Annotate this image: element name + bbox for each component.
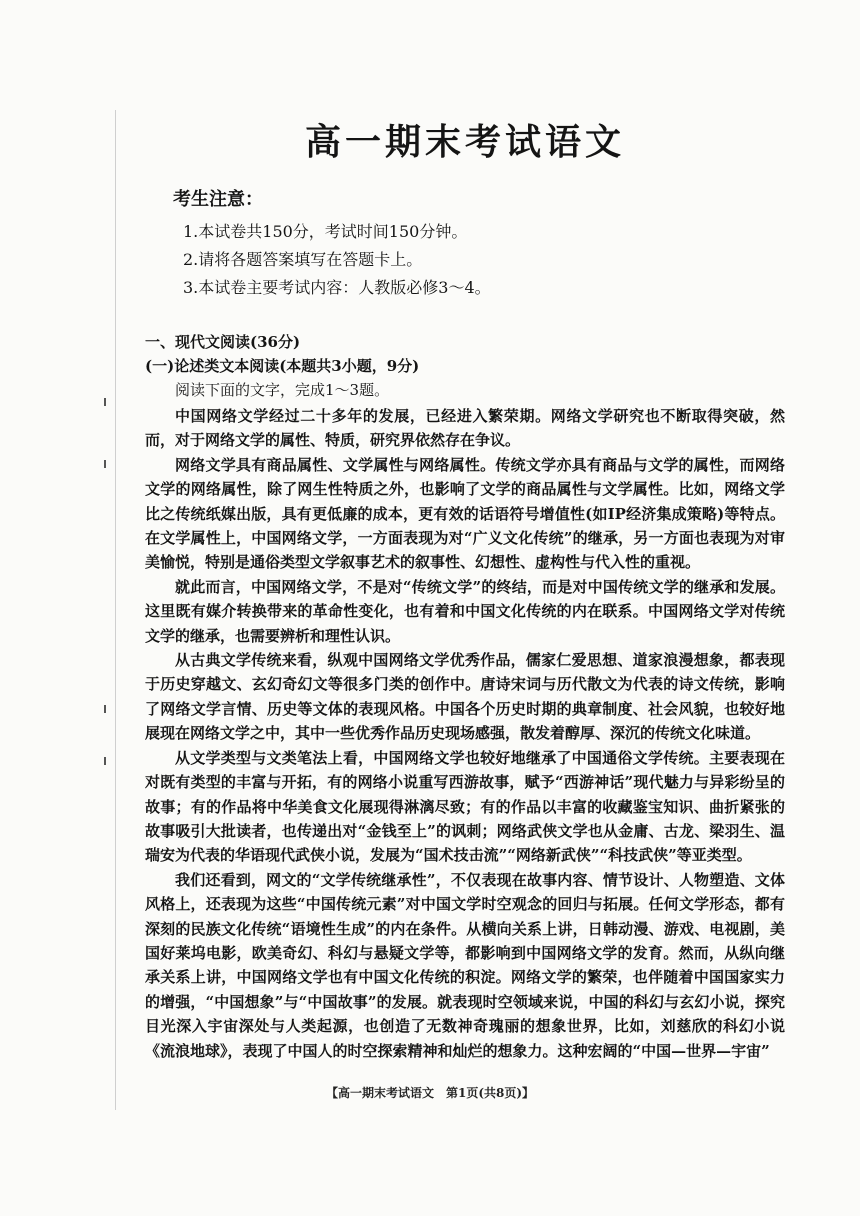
binding-margin-line [115, 110, 116, 1110]
exam-title: 高一期末考试语文 [304, 121, 625, 163]
passage-paragraph: 网络文学具有商品属性、文学属性与网络属性。传统文学亦具有商品与文学的属性，而网络文学的网络属性，除了网生性特质之外，也影响了文学的商品属性与文学属性。比如，网络文学比之传统纸媒出版，具有更低廉的成本，更有效的话语符号增值性(如IP经济集成策略)等特点。在文学属性上，中国网络文学，一方面表现为对“广义文化传统”的继承，另一方面也表现为对审美愉悦，特别是通俗类型文学叙事艺术的叙事性、幻想性、虚构性与代入性的重视。 [145, 455, 785, 572]
binding-hole-mark [104, 398, 106, 406]
passage-paragraph: 中国网络文学经过二十多年的发展，已经进入繁荣期。网络文学研究也不断取得突破，然而，对于网络文学的属性、特质，研究界依然存在争议。 [145, 407, 785, 450]
section-heading: 一、现代文阅读(36分) [145, 333, 301, 351]
passage-paragraph: 从文学类型与文类笔法上看，中国网络文学也较好地继承了中国通俗文学传统。主要表现在对既有类型的丰富与开拓，有的网络小说重写西游故事，赋予“西游神话”现代魅力与异彩纷呈的故事；有的作品将中华美食文化展现得淋漓尽致；有的作品以丰富的收藏鉴宝知识、曲折紧张的故事吸引大批读者，也传递出对“金钱至上”的讽刺；网络武侠文学也从金庸、古龙、梁羽生、温瑞安为代表的华语现代武侠小说，发展为“国术技击流”“网络新武侠”“科技武侠”等亚类型。 [145, 748, 785, 865]
subsection-heading: (一)论述类文本阅读(本题共3小题，9分) [145, 357, 420, 375]
page-footer: 【高一期末考试语文 第1页(共8页)】 [325, 1086, 535, 1100]
notice-heading: 考生注意： [173, 189, 263, 210]
passage-paragraph: 从古典文学传统来看，纵观中国网络文学优秀作品，儒家仁爱思想、道家浪漫想象，都表现于历史穿越文、玄幻奇幻文等很多门类的创作中。唐诗宋词与历代散文为代表的诗文传统，影响了网络文学言情、历史等文体的表现风格。中国各个历史时期的典章制度、社会风貌，也较好地展现在网络文学之中，其中一些优秀作品历史现场感强，散发着醇厚、深沉的传统文化味道。 [145, 651, 785, 743]
reading-instruction: 阅读下面的文字，完成1～3题。 [175, 381, 390, 399]
notice-item: 1.本试卷共150分，考试时间150分钟。 [183, 222, 468, 241]
notice-item: 2.请将各题答案填写在答题卡上。 [183, 250, 423, 269]
notice-item: 3.本试卷主要考试内容：人教版必修3～4。 [183, 278, 491, 297]
candidate-notice [173, 186, 785, 302]
binding-hole-mark [104, 705, 106, 713]
passage-paragraph: 就此而言，中国网络文学，不是对“传统文学”的终结，而是对中国传统文学的继承和发展。这里既有媒介转换带来的革命性变化，也有着和中国文化传统的内在联系。中国网络文学对传统文学的继承，也需要辨析和理性认识。 [145, 577, 785, 645]
binding-hole-mark [104, 757, 106, 765]
binding-hole-mark [104, 460, 106, 468]
passage-paragraph: 我们还看到，网文的“文学传统继承性”，不仅表现在故事内容、情节设计、人物塑造、文体风格上，还表现为这些“中国传统元素”对中国文学时空观念的回归与拓展。任何文学形态，都有深刻的民族文化传统“语境性生成”的内在条件。从横向关系上讲，日韩动漫、游戏、电视剧，美国好莱坞电影，欧美奇幻、科幻与悬疑文学等，都影响到中国网络文学的发育。然而，从纵向继承关系上讲，中国网络文学也有中国文化传统的积淀。网络文学的繁荣，也伴随着中国国家实力的增强，“中国想象”与“中国故事”的发展。就表现时空领域来说，中国的科幻与玄幻小说，探究目光深入宇宙深处与人类起源，也创造了无数神奇瑰丽的想象世界，比如，刘慈欣的科幻小说《流浪地球》，表现了中国人的时空探索精神和灿烂的想象力。这种宏阔的“中国—世界—宇宙” [145, 870, 785, 1060]
page-content [145, 118, 785, 1063]
